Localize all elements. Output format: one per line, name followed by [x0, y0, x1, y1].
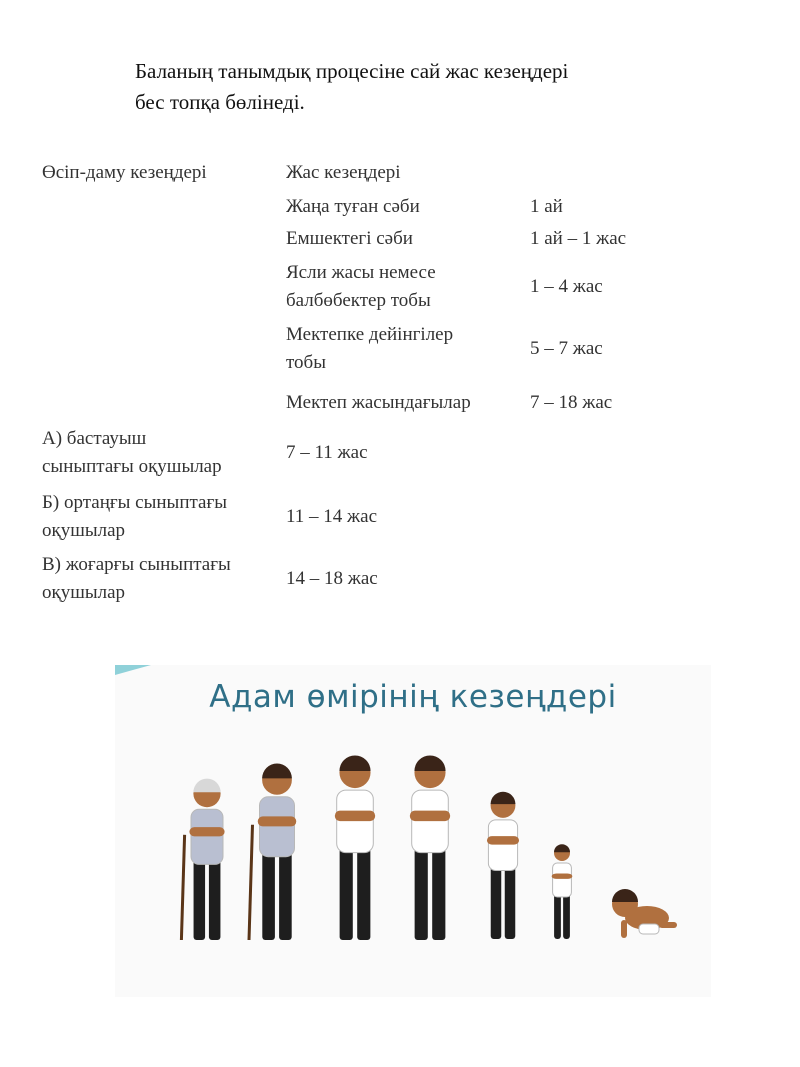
stage-age: 1 ай – 1 жас: [530, 228, 627, 249]
baby-diaper: [639, 924, 659, 934]
header-development-stages: Өсіп-даму кезеңдері: [42, 162, 207, 183]
figure-torso: [337, 790, 374, 853]
life-stages-illustration: [115, 665, 711, 997]
stage-name-cont: тобы: [286, 352, 326, 373]
figure-leg: [194, 860, 206, 940]
header-age-periods: Жас кезеңдері: [286, 162, 401, 183]
school-group-name: А) бастауыш: [42, 428, 147, 449]
figure-arms: [189, 827, 224, 836]
baby-leg: [659, 922, 677, 928]
figure-torso: [191, 809, 223, 864]
figure-hair: [193, 779, 220, 793]
figure-leg: [432, 849, 445, 940]
cane: [181, 835, 184, 940]
school-group-age: 14 – 18 жас: [286, 568, 378, 589]
figure-leg: [491, 867, 502, 939]
figure-torso: [488, 820, 517, 871]
figure-leg: [279, 853, 292, 940]
figure-hair: [262, 764, 292, 779]
school-group-name-cont: сыныптағы оқушылар: [42, 456, 222, 477]
school-group-age: 7 – 11 жас: [286, 442, 368, 463]
stage-age: 7 – 18 жас: [530, 392, 613, 413]
figure-leg: [209, 860, 221, 940]
school-group-name-cont: оқушылар: [42, 520, 126, 541]
stage-name: Жаңа туған сәби: [286, 196, 420, 217]
figure-hair: [554, 844, 570, 852]
cane: [249, 825, 253, 940]
figure-leg: [357, 849, 370, 940]
figure-leg: [563, 893, 570, 939]
figure-leg: [505, 867, 516, 939]
figure-arms: [335, 811, 375, 822]
figure-leg: [262, 853, 275, 940]
figure-arms: [552, 874, 573, 879]
intro-text: [135, 56, 735, 118]
figure-torso: [260, 797, 295, 857]
baby-arm: [621, 920, 627, 938]
stage-name: Емшектегі сәби: [286, 228, 413, 249]
figure-hair: [339, 755, 370, 771]
stage-name: Мектепке дейінгілер: [286, 324, 454, 345]
school-group-name: Б) ортаңғы сыныптағы: [42, 492, 228, 513]
intro-line-2: бес топқа бөлінеді.: [135, 90, 305, 114]
figure-leg: [554, 893, 561, 939]
illustration-title: Адам өмірінің кезеңдері: [209, 679, 617, 715]
stage-name: Ясли жасы немесе: [286, 262, 436, 283]
figure-leg: [340, 849, 353, 940]
stage-name-cont: балбөбектер тобы: [286, 290, 431, 311]
intro-line-1: Баланың танымдық процесіне сай жас кезеңдері: [135, 59, 569, 83]
stage-age: 5 – 7 жас: [530, 338, 603, 359]
stage-age: 1 ай: [530, 196, 563, 217]
figure-arms: [410, 811, 450, 822]
stage-age: 1 – 4 жас: [530, 276, 603, 297]
school-group-name-cont: оқушылар: [42, 582, 126, 603]
baby-hair: [612, 889, 638, 902]
people-figures: [115, 665, 711, 997]
figure-arms: [487, 836, 519, 844]
figure-hair: [414, 755, 445, 771]
figure-torso: [412, 790, 449, 853]
stage-name: Мектеп жасындағылар: [286, 392, 471, 413]
school-group-name: В) жоғарғы сыныптағы: [42, 554, 231, 575]
figure-torso: [553, 863, 572, 897]
figure-leg: [415, 849, 428, 940]
figure-hair: [491, 792, 516, 804]
figure-arms: [258, 816, 297, 826]
school-group-age: 11 – 14 жас: [286, 506, 378, 527]
